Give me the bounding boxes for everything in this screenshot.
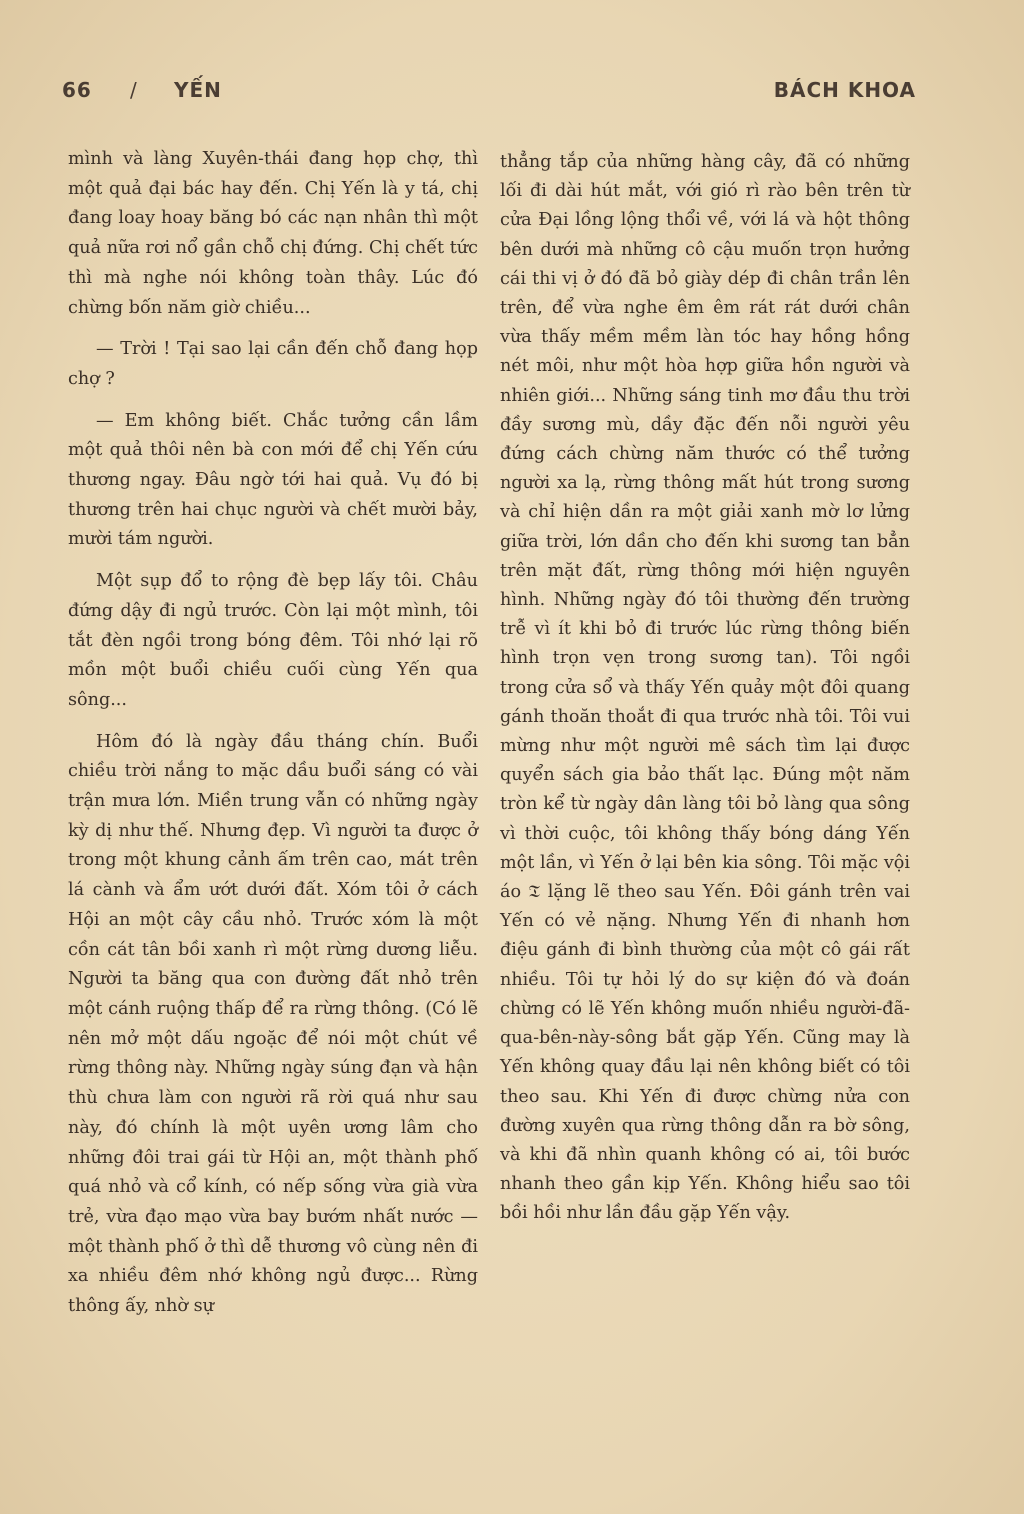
paragraph: Một sụp đổ to rộng đè bẹp lấy tôi. Châu đứng dậy đi ngủ trước. Còn lại một mình, tôi tắt đèn ngồi trong bóng đêm. Tôi nhớ lại rõ mồn một buổi chiều cuối cùng Yến qua sông...: [68, 571, 478, 710]
left-column: [68, 145, 478, 1322]
paragraph: thẳng tắp của những hàng cây, đã có những lối đi dài hút mắt, với gió rì rào bên trên từ cửa Đại lồng lộng thổi về, với lá và hột thông bên dưới mà những cô cậu muốn trọn hưởng cái thi vị ở đó đã bỏ giày dép đi chân trần lên trên, để vừa nghe êm êm rát rát dưới chân vừa thấy mềm mềm làn tóc hay hồng hồng nét môi, như một hòa hợp giữa hồn người và nhiên giới... Những sáng tinh mơ đầu thu trời đầy sương mù, dầy đặc đến nỗi người yêu đứng cách chừng năm thước có thể tưởng người xa lạ, rừng thông mất hút trong sương và chỉ hiện dần ra một giải xanh mờ lơ lửng giữa trời, lớn dần cho đến khi sương tan bẳn trên mặt đất, rừng thông mới hiện nguyên hình. Những ngày đó tôi thường đến trường trễ vì ít khi bỏ đi trước lúc rừng thông biến hình trọn vẹn trong sương tan). Tôi ngồi trong cửa sổ và thấy Yến quảy một đôi quang gánh thoăn thoắt đi qua trước nhà tôi. Tôi vui mừng như một người mê sách tìm lại được quyển sách gia bảo thất lạc. Đúng một năm tròn kể từ ngày dân làng tôi bỏ làng qua sông vì thời cuộc, tôi không thấy bóng dáng Yến một lần, vì Yến ở lại bên kia sông. Tôi mặc vội áo 𝔗 lặng lẽ theo sau Yến. Đôi gánh trên vai Yến có vẻ nặng. Nhưng Yến đi nhanh hơn điệu gánh đi bình thường của một cô gái rất nhiều. Tôi tự hỏi lý do sự kiện đó và đoán chừng có lẽ Yến không muốn nhiều người-đã-qua-bên-này-sông bắt gặp Yến. Cũng may là Yến không quay đầu lại nên không biết có tôi theo sau. Khi Yến đi được chừng nửa con đường xuyên qua rừng thông dẫn ra bờ sông, và khi đã nhìn quanh không có ai, tôi bước nhanh theo gần kịp Yến. Không hiểu sao tôi bồi hồi như lần đầu gặp Yến vậy.: [500, 152, 910, 1224]
magazine-name: BÁCH KHOA: [773, 78, 916, 102]
page-number: 66: [62, 78, 92, 102]
paragraph: Hôm đó là ngày đầu tháng chín. Buổi chiều trời nắng to mặc dầu buổi sáng có vài trận mưa lớn. Miền trung vẫn có những ngày kỳ dị như thế. Nhưng đẹp. Vì người ta được ở trong một khung cảnh ấm trên cao, mát trên lá cành và ẩm ướt dưới đất. Xóm tôi ở cách Hội an một cây cầu nhỏ. Trước xóm là một cồn cát tân bồi xanh rì một rừng dương liễu. Người ta băng qua con đường đất nhỏ trên một cánh ruộng thấp để ra rừng thông. (Có lẽ nên mở một dấu ngoặc để nói một chút về rừng thông này. Những ngày súng đạn và hận thù chưa làm con người rã rời quá như sau này, đó chính là một uyên ương lâm cho những đôi trai gái từ Hội an, một thành phố quá nhỏ và cổ kính, có nếp sống vừa già vừa trẻ, vừa đạo mạo vừa bay bướm nhất nước — một thành phố ở thì dễ thương vô cùng nên đi xa nhiều đêm nhớ không ngủ được... Rừng thông ấy, nhờ sự: [68, 731, 478, 1317]
paragraph: — Em không biết. Chắc tưởng cần lầm một quả thôi nên bà con mới để chị Yến cứu thương ngay. Đâu ngờ tới hai quả. Vụ đó bị thương trên hai chục người và chết mười bảy, mười tám người.: [68, 410, 478, 550]
article-title: YẾN: [174, 78, 222, 102]
header-separator: /: [130, 78, 138, 102]
right-column: [500, 148, 910, 1229]
paragraph: mình và làng Xuyên-thái đang họp chợ, thì một quả đại bác hay đến. Chị Yến là y tá, chị đang loay hoay băng bó các nạn nhân thì một quả nữa rơi nổ gần chỗ chị đứng. Chị chết tức thì mà nghe nói không toàn thây. Lúc đó chừng bốn năm giờ chiều...: [68, 149, 478, 318]
page-header: [62, 78, 916, 108]
paragraph: — Trời ! Tại sao lại cần đến chỗ đang họp chợ ?: [68, 339, 478, 389]
